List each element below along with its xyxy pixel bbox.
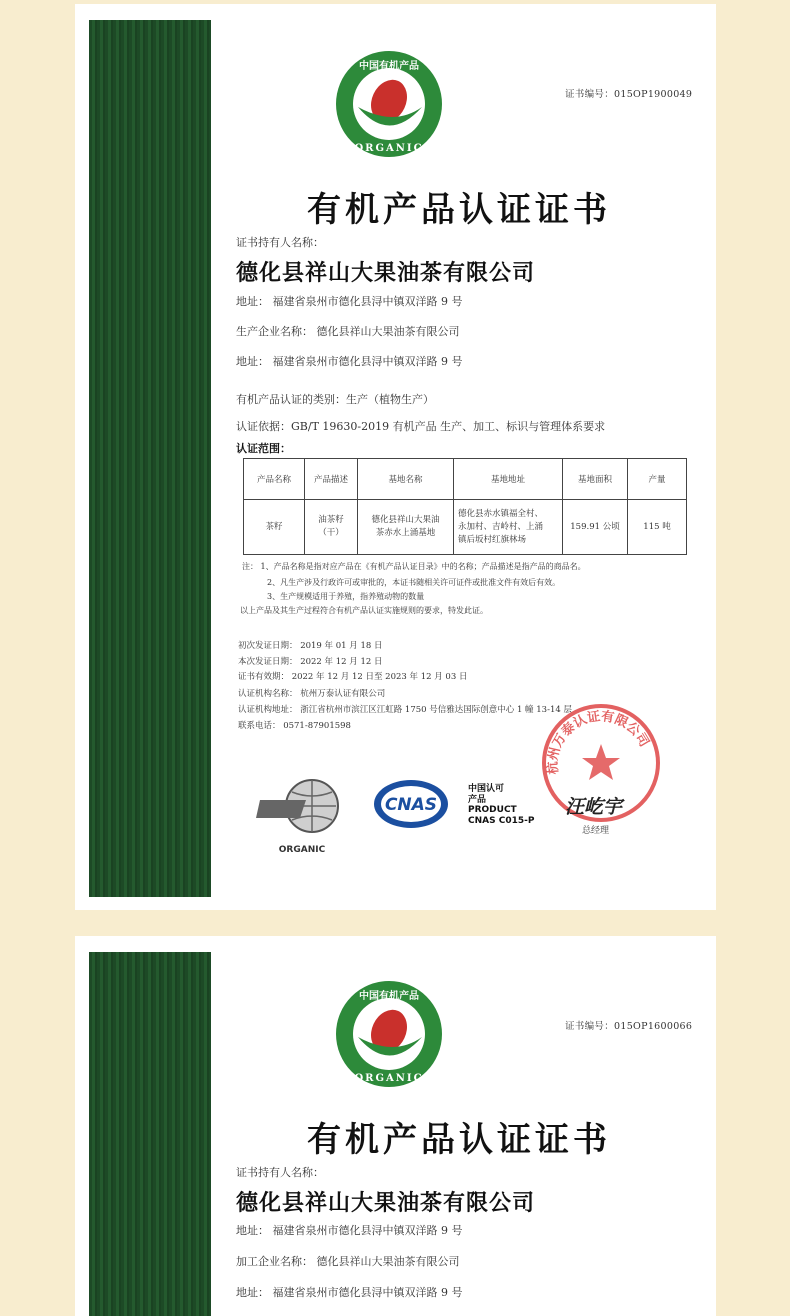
logo-bottom-text: ORGANIC — [354, 1073, 424, 1084]
current-issue-date: 本次发证日期： 2022 年 12 月 12 日 — [238, 657, 383, 667]
organic-logo-icon — [334, 49, 444, 159]
table-cell: 159.91 公顷 — [563, 500, 628, 555]
logo-top-text: 中国有机产品 — [359, 61, 419, 72]
table-cell: 油茶籽 （干） — [305, 500, 358, 555]
note-3: 3、生产规模适用于养殖，指养殖动物的数量 — [267, 592, 425, 601]
certificate-number: 证书编号：015OP1600066 — [565, 1021, 693, 1032]
holder-address: 地址： 福建省泉州市德化县浔中镇双洋路 9 号 — [236, 1224, 463, 1237]
table-header: 基地地址 — [454, 459, 563, 500]
holder-name: 德化县祥山大果油茶有限公司 — [236, 1190, 536, 1216]
cnas-accreditation-text — [468, 784, 534, 826]
logo-top-text: 中国有机产品 — [359, 991, 419, 1002]
holder-label: 证书持有人名称： — [236, 1166, 324, 1179]
table-header: 产品名称 — [244, 459, 305, 500]
note-statement: 以上产品及其生产过程符合有机产品认证实施规则的要求，特发此证。 — [240, 606, 488, 615]
organic-logo-icon — [334, 979, 444, 1089]
signature: 汪屹宇 — [565, 796, 623, 818]
cnas-logo-text: CNAS — [384, 795, 438, 815]
certificate-title: 有机产品认证证书 — [307, 190, 611, 230]
holder-name: 德化县祥山大果油茶有限公司 — [236, 260, 536, 286]
holder-label: 证书持有人名称： — [236, 236, 324, 249]
table-header: 产量 — [628, 459, 687, 500]
signature-title: 总经理 — [582, 826, 610, 836]
enterprise-address: 地址： 福建省泉州市德化县浔中镇双洋路 9 号 — [236, 355, 463, 368]
certification-body-address: 认证机构地址： 浙江省杭州市滨江区江虹路 1750 号信雅达国际创意中心 1 幢 13-14 层 — [238, 705, 572, 715]
green-border-stripe — [89, 20, 211, 897]
table-row — [244, 500, 687, 555]
cnas-line: 产品 — [468, 794, 487, 805]
note-2: 2、凡生产涉及行政许可或审批的，本证书随相关许可证件或批准文件有效后有效。 — [267, 578, 561, 587]
table-cell: 茶籽 — [244, 500, 305, 555]
scope-label: 认证范围： — [236, 442, 291, 455]
first-issue-date: 初次发证日期： 2019 年 01 月 18 日 — [238, 641, 383, 651]
cnas-logo-icon — [372, 778, 450, 830]
cnas-line: CNAS C015-P — [468, 815, 535, 826]
table-cell: 德化县赤水镇福全村、 永加村、吉岭村、上涌 镇后坂村红旗林场 — [454, 500, 563, 555]
table-cell: 115 吨 — [628, 500, 687, 555]
certification-category: 有机产品认证的类别：生产（植物生产） — [236, 393, 434, 406]
seal-text: 杭州万泰认证有限公司 — [545, 709, 652, 775]
validity-period: 证书有效期： 2022 年 12 月 12 日至 2023 年 12 月 03 日 — [238, 672, 468, 682]
scope-table — [243, 458, 687, 555]
enterprise-name: 加工企业名称： 德化县祥山大果油茶有限公司 — [236, 1255, 460, 1268]
logo-bottom-text: ORGANIC — [354, 143, 424, 154]
table-cell: 德化县祥山大果油 茶赤水上涌基地 — [358, 500, 454, 555]
certificate-title: 有机产品认证证书 — [307, 1120, 611, 1160]
contact-phone: 联系电话： 0571-87901598 — [238, 721, 351, 731]
globe-organic-icon — [256, 770, 348, 854]
green-border-stripe — [89, 952, 211, 1316]
organic-label: ORGANIC — [278, 845, 326, 854]
certificate-number: 证书编号：015OP1900049 — [565, 89, 693, 100]
certification-body: 认证机构名称： 杭州万泰认证有限公司 — [238, 689, 386, 699]
table-header: 基地面积 — [563, 459, 628, 500]
cnas-line: 中国认可 — [468, 784, 505, 794]
certification-basis: 认证依据：GB/T 19630-2019 有机产品 生产、加工、标识与管理体系要求 — [236, 420, 606, 433]
table-header-row — [244, 459, 687, 500]
enterprise-name: 生产企业名称： 德化县祥山大果油茶有限公司 — [236, 325, 460, 338]
note-1: 注： 1、产品名称是指对应产品在《有机产品认证目录》中的名称；产品描述是指产品的商品名。 — [242, 562, 586, 571]
table-header: 基地名称 — [358, 459, 454, 500]
holder-address: 地址： 福建省泉州市德化县浔中镇双洋路 9 号 — [236, 295, 463, 308]
cnas-line: PRODUCT — [468, 805, 517, 815]
table-header: 产品描述 — [305, 459, 358, 500]
enterprise-address: 地址： 福建省泉州市德化县浔中镇双洋路 9 号 — [236, 1286, 463, 1299]
